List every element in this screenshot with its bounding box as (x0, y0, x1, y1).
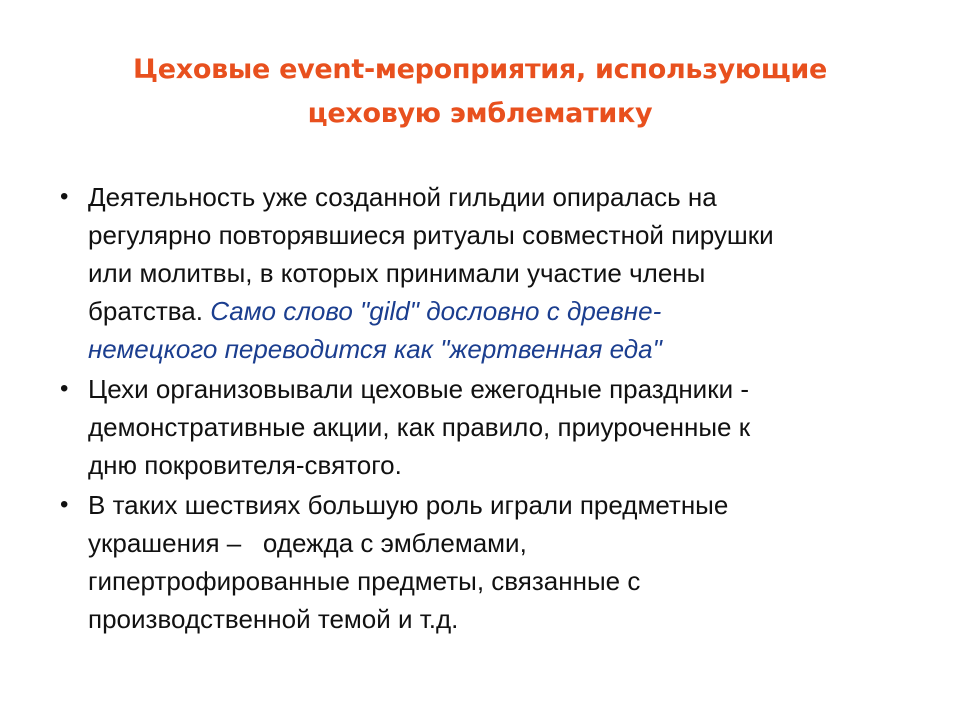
bullet-2-line-2: демонстративные акции, как правило, приуроченные к (88, 412, 751, 442)
bullet-3-line-1: В таких шествиях большую роль играли предметные (88, 490, 729, 520)
bullet-text (88, 178, 908, 368)
bullet-1-line-3: или молитвы, в которых принимали участие члены (88, 258, 706, 288)
bullet-1-emphasis-text: Само слово "gild" дословно с древне- (210, 296, 662, 326)
bullet-3-line-4: производственной темой и т.д. (88, 604, 459, 634)
bullet-item-2 (58, 370, 908, 484)
bullet-item-3 (58, 486, 908, 638)
slide-title (80, 48, 880, 136)
bullet-1-line-1: Деятельность уже созданной гильдии опиралась на (88, 182, 717, 212)
bullet-1-emphasis-line-2: немецкого переводится как "жертвенная еда" (88, 334, 662, 364)
bullet-1-plain-text: братства. (88, 296, 211, 326)
bullet-text (88, 486, 908, 638)
bullet-3-line-3: гипертрофированные предметы, связанные с (88, 566, 641, 596)
bullet-item-1 (58, 178, 908, 368)
bullet-2-line-3: дню покровителя-святого. (88, 450, 402, 480)
bullet-dot: • (60, 491, 69, 518)
bullet-dot: • (60, 183, 69, 210)
bullet-text (88, 370, 908, 484)
bullet-list (58, 178, 908, 640)
title-line-2: цеховую эмблематику (307, 98, 653, 129)
bullet-3-line-2: украшения – одежда с эмблемами, (88, 528, 527, 558)
bullet-dot: • (60, 375, 69, 402)
title-line-1: Цеховые event-мероприятия, использующие (132, 54, 828, 85)
bullet-1-line-2: регулярно повторявшиеся ритуалы совместной пирушки (88, 220, 774, 250)
bullet-2-line-1: Цехи организовывали цеховые ежегодные праздники - (88, 374, 749, 404)
bullet-1-line-4 (88, 292, 908, 330)
